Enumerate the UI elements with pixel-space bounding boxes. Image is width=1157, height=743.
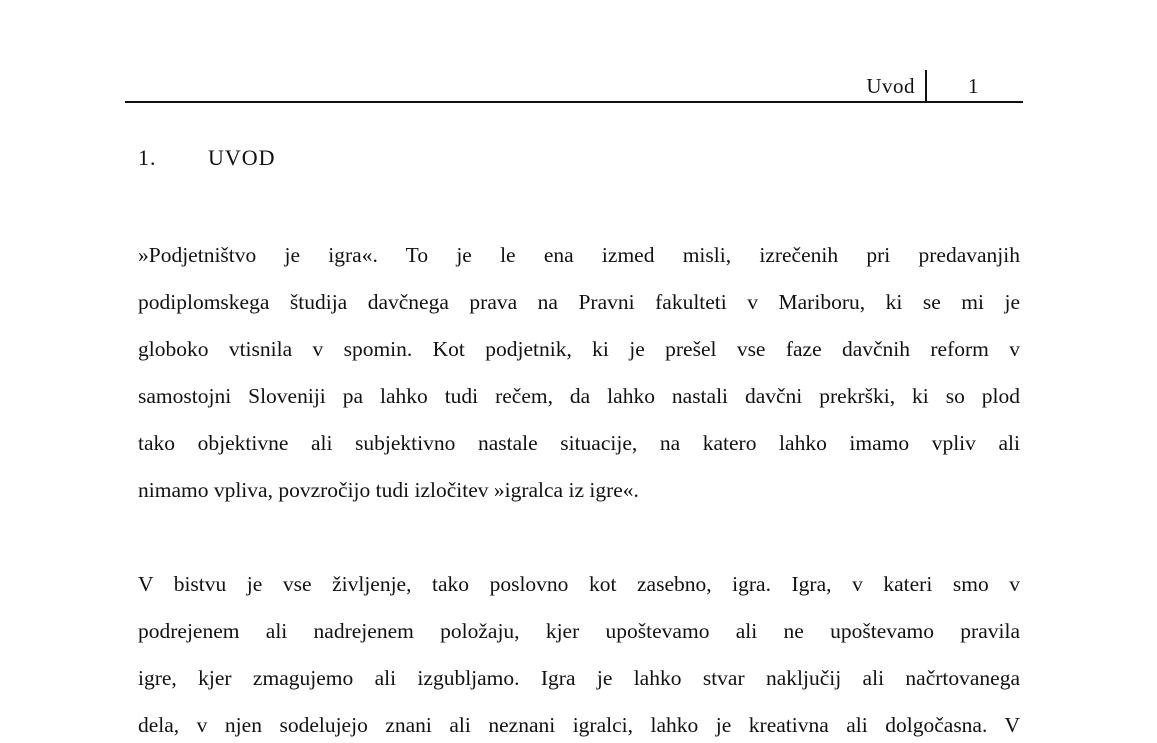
chapter-number: 1. (138, 145, 157, 170)
paragraph-1 (138, 232, 1020, 514)
header-section-title: Uvod (866, 74, 915, 98)
paragraph-line: V bistvu je vse življenje, tako poslovno kot zasebno, igra. Igra, v kateri smo v (138, 572, 1020, 596)
running-header (125, 70, 1023, 103)
paragraph-line: podiplomskega študija davčnega prava na Pravni fakulteti v Mariboru, ki se mi je (138, 290, 1020, 314)
paragraph-line: igre, kjer zmagujemo ali izgubljamo. Igra je lahko stvar naključij ali načrtovanega (138, 666, 1020, 690)
paragraph-line: nimamo vpliva, povzročijo tudi izločitev »igralca iz igre«. (138, 478, 639, 502)
paragraph-line: dela, v njen sodelujejo znani ali neznani igralci, lahko je kreativna ali dolgočasna. V (138, 713, 1020, 737)
header-divider (925, 70, 927, 101)
paragraph-line: samostojni Sloveniji pa lahko tudi rečem, da lahko nastali davčni prekrški, ki so plod (138, 384, 1020, 408)
chapter-heading (138, 145, 276, 171)
chapter-title: UVOD (208, 145, 276, 170)
paragraph-line: globoko vtisnila v spomin. Kot podjetnik, ki je prešel vse faze davčnih reform v (138, 337, 1020, 361)
header-page-number: 1 (968, 74, 979, 98)
paragraph-line: »Podjetništvo je igra«. To je le ena izmed misli, izrečenih pri predavanjih (138, 243, 1020, 267)
paragraph-line: podrejenem ali nadrejenem položaju, kjer upoštevamo ali ne upoštevamo pravila (138, 619, 1020, 643)
paragraph-line: tako objektivne ali subjektivno nastale situacije, na katero lahko imamo vpliv ali (138, 431, 1020, 455)
paragraph-2 (138, 561, 1020, 743)
